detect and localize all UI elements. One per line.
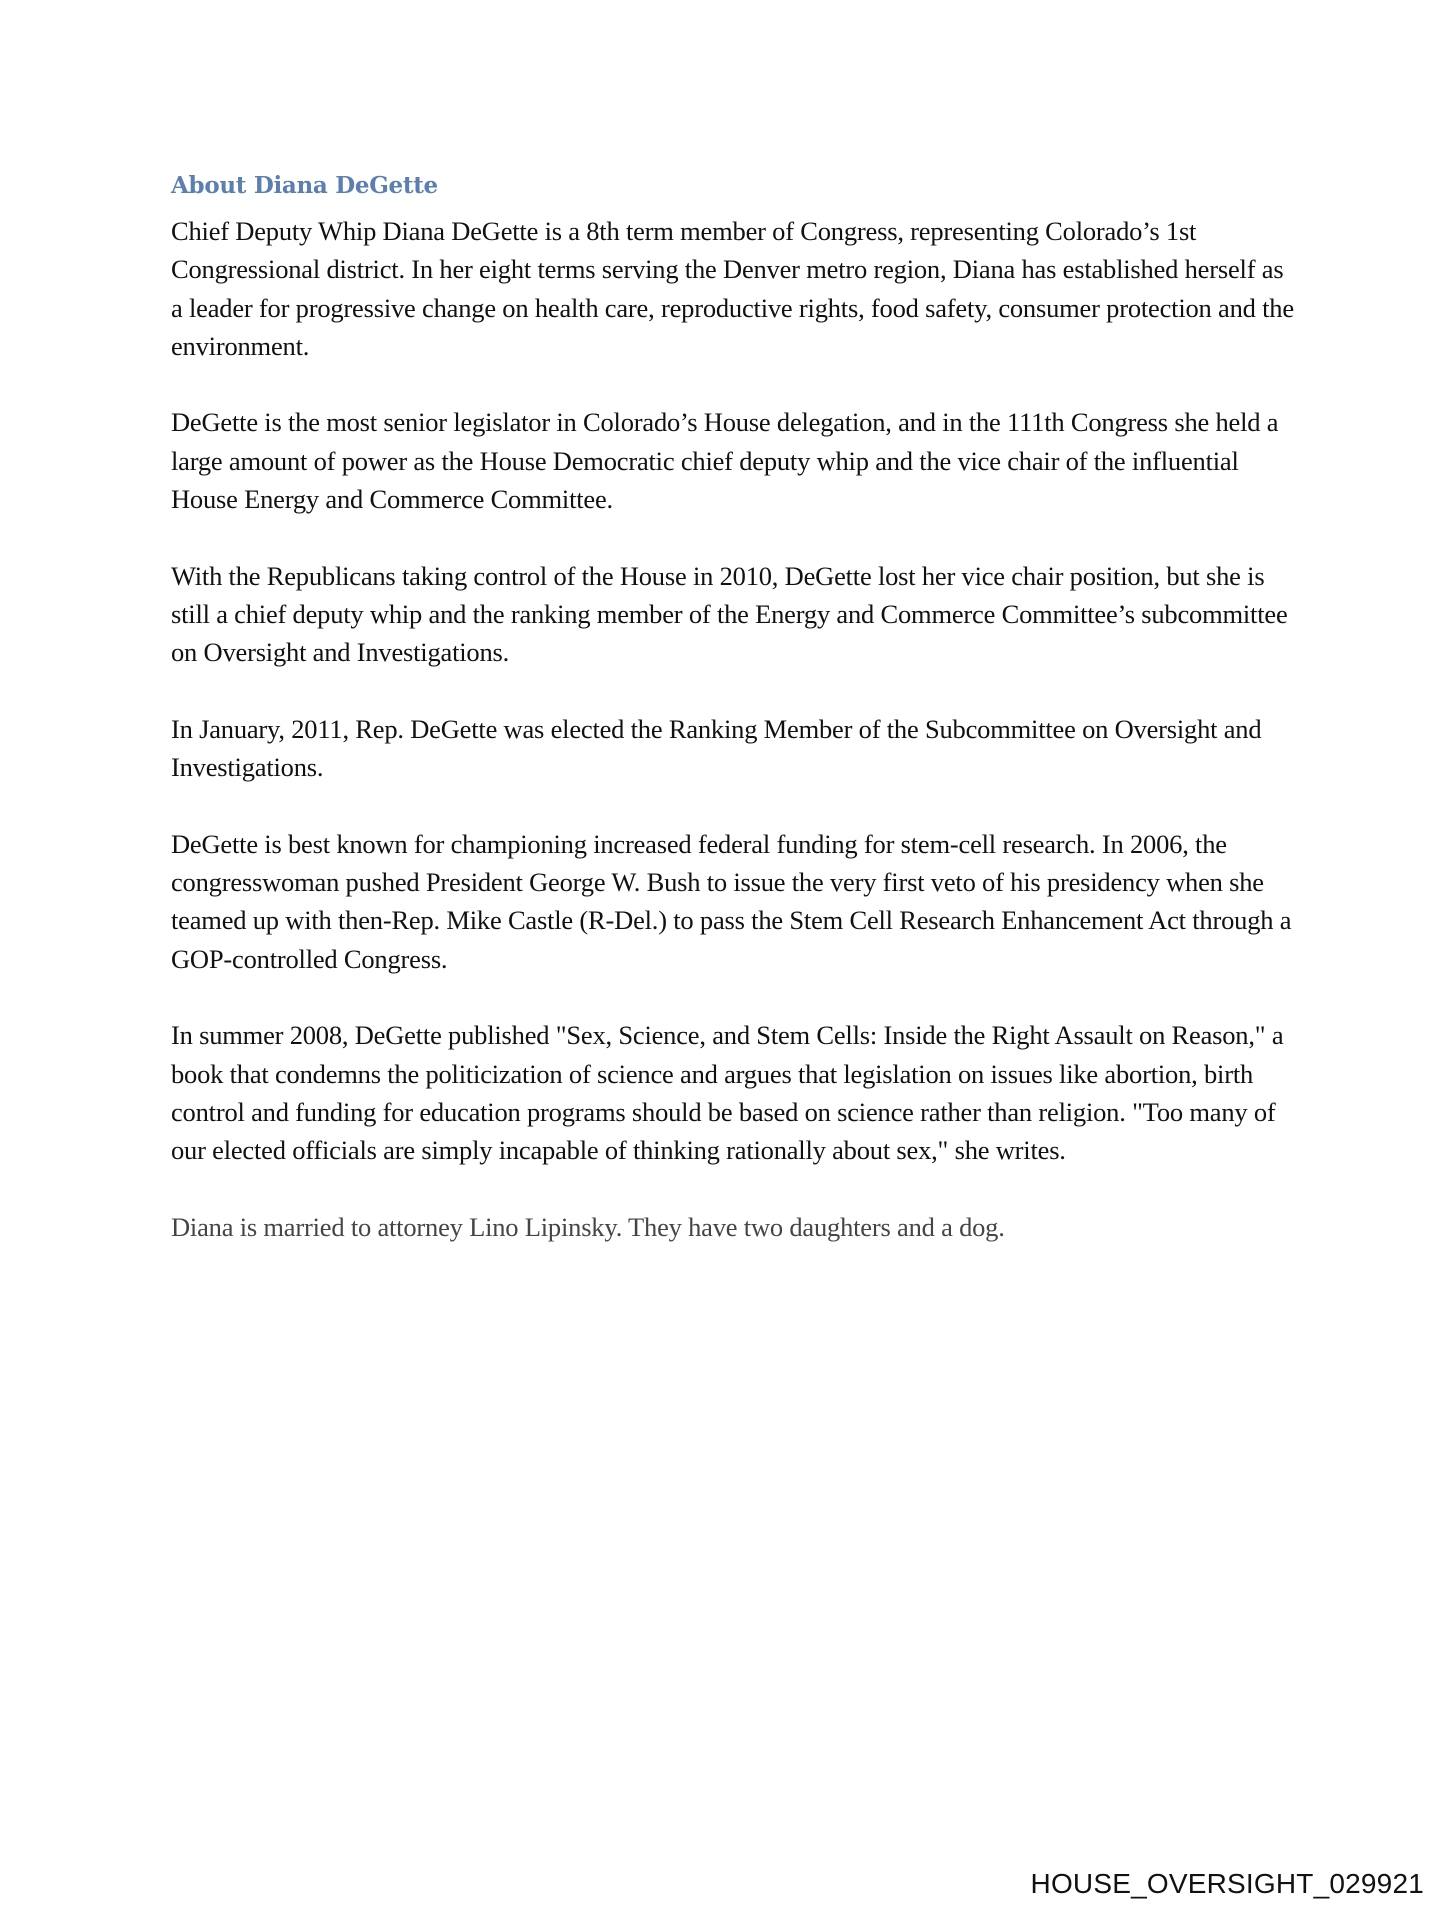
section-heading: About Diana DeGette xyxy=(171,172,438,199)
document-page xyxy=(171,168,1301,1284)
paragraph-intro: Chief Deputy Whip Diana DeGette is a 8th term member of Congress, representing Colorado’s 1st Congressional district. In her eight terms serving the Denver metro region, Diana has established herself as a leader for progressive change on health care, reproductive rights, food safety, consumer protection and the environment. xyxy=(171,216,1294,361)
bates-stamp: HOUSE_OVERSIGHT_029921 xyxy=(1030,1868,1424,1899)
paragraph-book: In summer 2008, DeGette published "Sex, Science, and Stem Cells: Inside the Right Assault on Reason," a book that condemns the politicization of science and argues that legislation on issues like abortion, birth control and funding for education programs should be based on science rather than religion. "Too many of our elected officials are simply incapable of thinking rationally about sex," she writes. xyxy=(171,1020,1284,1166)
paragraph-seniority: DeGette is the most senior legislator in Colorado’s House delegation, and in the 111th Congress she held a large amount of power as the House Democratic chief deputy whip and the vice chair of the influential House Energy and Commerce Committee. xyxy=(171,407,1279,515)
paragraph-family: Diana is married to attorney Lino Lipinsky. They have two daughters and a dog. xyxy=(171,1211,1005,1242)
paragraph-stem-cell: DeGette is best known for championing increased federal funding for stem-cell research. In 2006, the congresswoman pushed President George W. Bush to issue the very first veto of his presidency when she teamed up with then-Rep. Mike Castle (R-Del.) to pass the Stem Cell Research Enhancement Act through a GOP-controlled Congress. xyxy=(171,828,1292,974)
paragraph-2010-changes: With the Republicans taking control of the House in 2010, DeGette lost her vice chair position, but she is still a chief deputy whip and the ranking member of the Energy and Commerce Committee’s subcommittee on Oversight and Investigations. xyxy=(171,560,1288,668)
paragraph-ranking-member: In January, 2011, Rep. DeGette was elected the Ranking Member of the Subcommittee on Oversight and Investigations. xyxy=(171,713,1262,783)
